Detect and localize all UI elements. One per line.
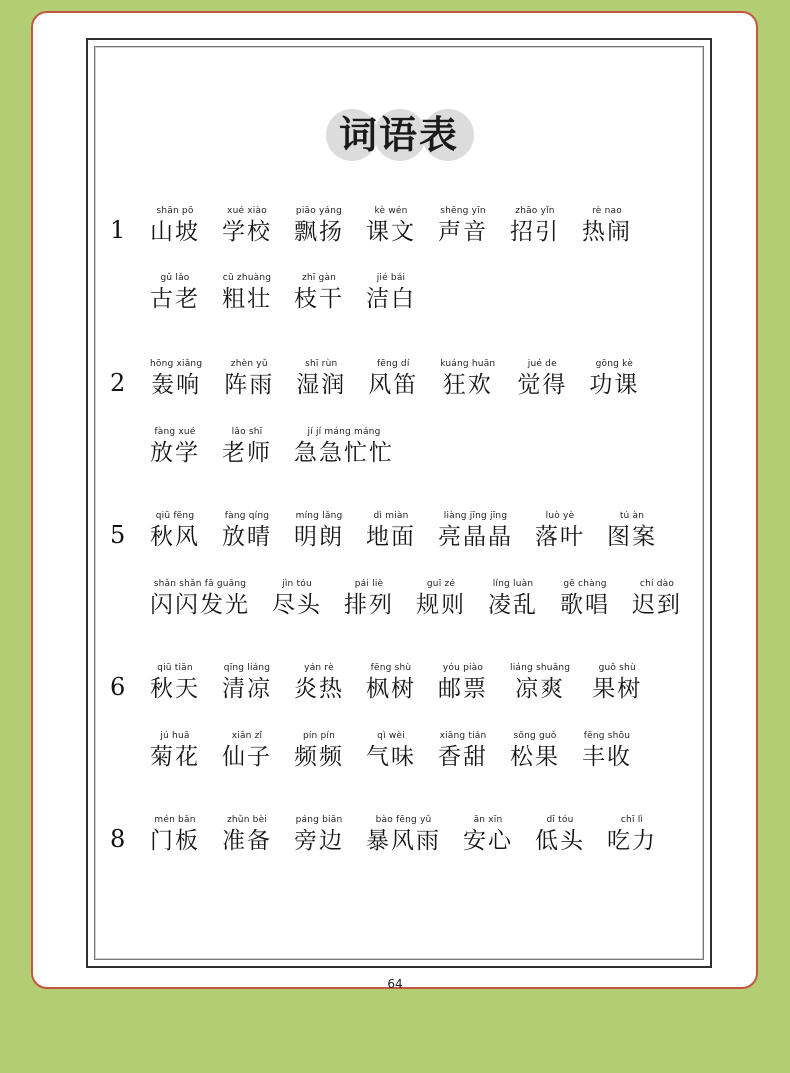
pinyin: shān pō [156,206,194,216]
hanzi: 阵雨 [224,372,275,398]
title-block [88,106,710,166]
hanzi: 歌唱 [560,592,610,618]
vocab-word [150,730,200,772]
vocab-word [222,272,272,314]
pinyin: jié bái [376,273,406,283]
vocab-word [222,814,272,856]
pinyin: hōng xiǎng [150,359,203,369]
pinyin: rè nao [592,206,622,216]
vocab-word [150,272,200,314]
pinyin: pín pín [302,731,336,741]
pinyin: tú àn [619,511,645,521]
word-row [150,578,704,620]
hanzi: 松果 [510,744,560,770]
vocab-word [296,358,346,400]
hanzi: 果树 [592,676,643,702]
hanzi: 菊花 [150,744,200,770]
hanzi: 落叶 [535,524,585,550]
hanzi: 香甜 [438,744,488,770]
pinyin: dì miàn [373,511,409,521]
pinyin: piāo yáng [295,206,343,216]
vocab-word [294,814,344,856]
pinyin: qiū tiān [157,663,193,673]
pinyin: guǒ shù [598,663,636,673]
pinyin: xiān zǐ [231,731,263,741]
hanzi: 觉得 [517,372,568,398]
unit-number: 8 [110,825,126,853]
vocab-word [294,662,344,704]
hanzi: 凉爽 [515,676,566,702]
hanzi: 秋风 [150,524,200,550]
hanzi: 放学 [150,440,200,466]
vocab-word [150,426,200,468]
pinyin: gē chàng [563,579,607,589]
hanzi: 山坡 [150,219,200,245]
hanzi: 枫树 [366,676,416,702]
hanzi: 闪闪发光 [150,592,250,618]
pinyin: fàng qíng [224,511,270,521]
hanzi: 地面 [366,524,416,550]
vocab-word [592,662,642,704]
vocab-word [510,205,560,247]
vocab-word [632,578,682,620]
vocab-word [294,510,344,552]
vocab-word [150,205,200,247]
vocab-word [510,662,570,704]
hanzi: 急急忙忙 [294,440,394,466]
hanzi: 门板 [150,828,200,854]
vocab-word [535,510,585,552]
vocab-word [366,272,416,314]
pinyin: qiū fēng [155,511,195,521]
unit-number: 1 [110,216,126,244]
pinyin: míng lǎng [295,511,343,521]
hanzi: 凌乱 [488,592,538,618]
vocab-word [607,510,657,552]
hanzi: 规则 [416,592,466,618]
vocab-word [438,730,488,772]
vocab-word [150,814,200,856]
pinyin: shī rùn [305,359,338,369]
vocab-word [368,358,418,400]
vocab-word [224,358,274,400]
pinyin: gǔ lǎo [160,273,190,283]
pinyin: dī tóu [546,815,574,825]
hanzi: 炎热 [294,676,344,702]
vocab-word [438,510,513,552]
vocab-word [517,358,567,400]
vocab-word [150,578,250,620]
hanzi: 狂欢 [442,372,493,398]
pinyin: yán rè [304,663,334,673]
hanzi: 亮晶晶 [438,524,513,550]
pinyin: luò yè [545,511,575,521]
vocab-word [366,814,441,856]
word-row [150,426,704,468]
pinyin: jìn tóu [282,579,312,589]
pinyin: sōng guǒ [513,731,557,741]
vocab-word [294,205,344,247]
pinyin: bào fēng yǔ [375,815,432,825]
hanzi: 招引 [510,219,560,245]
hanzi: 图案 [607,524,657,550]
vocab-word [589,358,639,400]
pinyin: shēng yīn [440,206,486,216]
pinyin: fàng xué [154,427,196,437]
vocab-word [438,662,488,704]
pinyin: qīng liáng [223,663,271,673]
pinyin: ān xīn [473,815,503,825]
pinyin: kè wén [374,206,408,216]
vocabulary-frame [86,38,712,968]
page-number: 64 [387,977,403,991]
pinyin: fēng dí [376,359,410,369]
hanzi: 低头 [535,828,585,854]
pinyin: mén bǎn [154,815,196,825]
pinyin: líng luàn [492,579,534,589]
pinyin: chí dào [639,579,675,589]
vocab-word [463,814,513,856]
hanzi: 清凉 [222,676,272,702]
pinyin: zhèn yǔ [230,359,268,369]
hanzi: 旁边 [294,828,344,854]
hanzi: 迟到 [632,592,682,618]
vocab-word [222,662,272,704]
vocab-word [222,730,272,772]
hanzi: 声音 [438,219,488,245]
vocab-word [440,358,495,400]
vocab-word [488,578,538,620]
hanzi: 风笛 [368,372,419,398]
pinyin: fēng shōu [583,731,631,741]
vocab-word [582,730,632,772]
vocab-word [510,730,560,772]
vocab-word [366,662,416,704]
hanzi: 气味 [366,744,416,770]
pinyin: qì wèi [377,731,405,741]
word-row [150,730,704,772]
pinyin: yóu piào [442,663,484,673]
hanzi: 准备 [222,828,272,854]
hanzi: 课文 [366,219,416,245]
hanzi: 安心 [463,828,513,854]
pinyin: jú huā [160,731,190,741]
vocab-word [150,510,200,552]
vocab-word [272,578,322,620]
word-row [150,358,704,400]
hanzi: 邮票 [438,676,488,702]
hanzi: 明朗 [294,524,344,550]
vocab-word [535,814,585,856]
vocab-word [366,510,416,552]
vocab-word [560,578,610,620]
pinyin: zhī gàn [301,273,337,283]
word-row [150,814,704,856]
word-row [150,510,704,552]
pinyin: chī lì [620,815,644,825]
pinyin: páng biān [295,815,343,825]
vocab-word [366,730,416,772]
unit-number: 5 [110,521,126,549]
hanzi: 枝干 [294,286,344,312]
hanzi: 放晴 [222,524,272,550]
hanzi: 热闹 [582,219,632,245]
vocab-word [294,730,344,772]
hanzi: 排列 [344,592,394,618]
hanzi: 丰收 [582,744,632,770]
hanzi: 湿润 [296,372,347,398]
pinyin: shǎn shǎn fā guāng [153,579,247,589]
vocab-word [294,272,344,314]
page-title: 词语表 [338,112,459,157]
vocab-word [438,205,488,247]
vocab-word [607,814,657,856]
vocab-word [582,205,632,247]
word-row [150,205,704,247]
pinyin: jué de [527,359,557,369]
pinyin: fēng shù [370,663,412,673]
vocab-word [150,662,200,704]
vocab-word [366,205,416,247]
hanzi: 吃力 [607,828,657,854]
pinyin: guī zé [426,579,456,589]
hanzi: 轰响 [151,372,202,398]
hanzi: 暴风雨 [366,828,441,854]
word-row [150,662,704,704]
word-row [150,272,704,314]
hanzi: 古老 [150,286,200,312]
pinyin: cū zhuàng [222,273,272,283]
vocab-word [150,358,202,400]
unit-number: 2 [110,369,126,397]
vocab-word [222,205,272,247]
hanzi: 功课 [589,372,640,398]
vocab-word [294,426,394,468]
pinyin: liàng jīng jīng [443,511,508,521]
vocab-word [222,510,272,552]
pinyin: gōng kè [595,359,633,369]
hanzi: 频频 [294,744,344,770]
hanzi: 飘扬 [294,219,344,245]
hanzi: 秋天 [150,676,200,702]
pinyin: zhāo yǐn [515,206,555,216]
pinyin: xiāng tián [439,731,487,741]
pinyin: zhǔn bèi [226,815,268,825]
vocab-word [222,426,272,468]
hanzi: 老师 [222,440,272,466]
pinyin: liáng shuǎng [510,663,571,673]
vocab-word [416,578,466,620]
hanzi: 洁白 [366,286,416,312]
pinyin: kuáng huān [440,359,496,369]
pinyin: lǎo shī [231,427,263,437]
unit-number: 6 [110,673,126,701]
vocab-word [344,578,394,620]
hanzi: 仙子 [222,744,272,770]
pinyin: jí jí máng máng [307,427,381,437]
pinyin: xué xiào [227,206,267,216]
hanzi: 学校 [222,219,272,245]
hanzi: 粗壮 [222,286,272,312]
pinyin: pái liè [354,579,384,589]
hanzi: 尽头 [272,592,322,618]
